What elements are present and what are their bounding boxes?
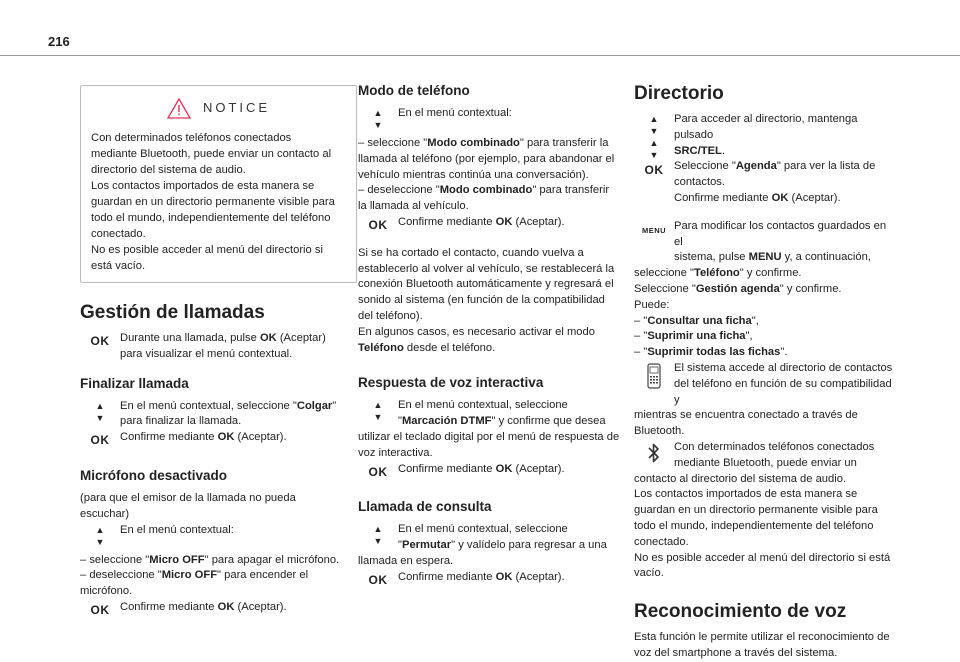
heading-directorio: Directorio xyxy=(634,83,724,104)
directorio-steps xyxy=(634,112,896,207)
text-line: voz del smartphone a través del sistema. xyxy=(634,646,838,659)
text-line: Seleccione "Agenda" para ver la lista de xyxy=(674,160,876,173)
text-line: Teléfono desde el teléfono. xyxy=(358,341,496,354)
text-line: utilizar el teclado digital por el menú de respuesta de xyxy=(358,430,620,443)
text-line: Confirme mediante OK (Aceptar). xyxy=(398,215,565,228)
text-line: En el menú contextual, seleccione xyxy=(398,523,568,536)
text-line: escuchar) xyxy=(80,507,130,520)
text-line: sistema, pulse MENU y, a continuación, xyxy=(674,251,871,264)
notice-title: NOTICE xyxy=(202,100,271,116)
text-line: conectado. xyxy=(634,535,689,548)
ok-button-icon: OK xyxy=(644,163,664,177)
list-item: – "Suprimir todas las fichas". xyxy=(634,346,788,359)
arrow-down-icon: ▼ xyxy=(95,412,105,423)
list-item: – "Consultar una ficha", xyxy=(634,314,759,327)
text-line: Confirme mediante OK (Aceptar). xyxy=(398,570,565,583)
text-line: voz interactiva. xyxy=(358,446,433,459)
heading-respuesta-voz: Respuesta de voz interactiva xyxy=(358,375,544,391)
warning-icon xyxy=(167,98,191,119)
text-line: contacto al directorio del sistema de audio. xyxy=(634,472,847,485)
notice-line: Los contactos importados de esta manera se xyxy=(91,180,315,192)
text-line: mediante Bluetooth, puede enviar un xyxy=(674,456,857,469)
text-line: para finalizar la llamada. xyxy=(120,415,242,428)
text-line: vacío. xyxy=(634,567,664,580)
notice-line: mediante Bluetooth, puede enviar un contacto al xyxy=(91,148,332,160)
text-line: No es posible acceder al menú del directorio si está xyxy=(634,551,891,564)
text-line: Para acceder al directorio, mantenga pulsado xyxy=(674,113,858,141)
text-line: Puede: xyxy=(634,298,670,311)
text-line: establecerlo al volver al vehículo, se restablecerá la xyxy=(358,262,615,275)
column-3 xyxy=(634,82,896,662)
arrow-down-icon: ▼ xyxy=(649,150,659,160)
text-line: Confirme mediante OK (Aceptar). xyxy=(120,431,287,444)
text-line: En el menú contextual: xyxy=(398,107,512,119)
ok-button-icon: OK xyxy=(368,464,388,479)
consulta-step xyxy=(358,522,620,554)
notice-line: conectado. xyxy=(91,228,146,240)
text-line: mientras se encuentra conectado a través de xyxy=(634,409,858,422)
notice-header xyxy=(91,92,346,124)
page-number: 216 xyxy=(48,34,70,49)
text-line: guardan en un directorio permanente visible para xyxy=(634,504,878,517)
modo-step xyxy=(358,106,620,130)
arrow-up-icon: ▲ xyxy=(649,114,659,124)
text-line: SRC/TEL. xyxy=(674,144,725,157)
text-line: Con determinados teléfonos conectados xyxy=(674,440,875,453)
ok-button-icon: OK xyxy=(368,217,388,232)
finalizar-step xyxy=(80,399,357,431)
arrow-up-icon: ▲ xyxy=(95,400,105,411)
header-rule xyxy=(0,55,960,56)
arrow-up-icon: ▲ xyxy=(373,108,383,118)
text-line: Si se ha cortado el contacto, cuando vuelva a xyxy=(358,246,584,259)
heading-llamada-consulta: Llamada de consulta xyxy=(358,499,492,515)
notice-line: No es posible acceder al menú del directorio si xyxy=(91,244,323,256)
text-line: (para que el emisor de la llamada no pueda xyxy=(80,491,296,504)
list-item: – deseleccione "Modo combinado" para transferir xyxy=(358,184,610,197)
column-2 xyxy=(358,82,620,589)
arrow-up-icon: ▲ xyxy=(373,524,383,535)
text-line: del teléfono en función de su compatibilidad y xyxy=(674,377,892,406)
list-item: vehículo mientras continúa una conversación). xyxy=(358,168,589,181)
arrow-down-icon: ▼ xyxy=(373,120,383,130)
ok-button-icon: OK xyxy=(90,433,110,448)
phone-note xyxy=(634,361,896,408)
column-1 xyxy=(80,82,357,619)
text-line: Los contactos importados de esta manera se xyxy=(634,488,858,501)
arrow-down-icon: ▼ xyxy=(649,126,659,136)
list-item: – seleccione "Micro OFF" para apagar el micrófono. xyxy=(80,553,340,566)
text-line: Durante una llamada, pulse OK (Aceptar) xyxy=(120,332,326,344)
text-line: Confirme mediante OK (Aceptar). xyxy=(398,462,565,475)
arrow-down-icon: ▼ xyxy=(373,412,383,423)
arrow-down-icon: ▼ xyxy=(95,536,105,547)
phone-icon xyxy=(647,363,661,389)
respuesta-confirm xyxy=(358,462,620,481)
text-line: En el menú contextual, seleccione xyxy=(398,399,568,412)
list-item: la llamada al vehículo. xyxy=(358,200,469,213)
notice-line: todo el mundo, independientemente del teléfono xyxy=(91,212,331,224)
list-item: micrófono. xyxy=(80,585,133,598)
arrow-up-icon: ▲ xyxy=(373,400,383,411)
text-line: En el menú contextual, seleccione "Colgar" xyxy=(120,399,337,412)
text-line: para visualizar el menú contextual. xyxy=(120,347,293,360)
bluetooth-icon xyxy=(647,442,661,464)
notice-line: guardan en un directorio permanente visible para xyxy=(91,196,335,208)
arrow-up-icon: ▲ xyxy=(95,524,105,535)
text-line: Confirme mediante OK (Aceptar). xyxy=(120,600,287,613)
menu-step xyxy=(634,219,896,266)
text-line: llamada en espera. xyxy=(358,554,454,567)
arrow-down-icon: ▼ xyxy=(373,536,383,547)
respuesta-step xyxy=(358,398,620,430)
gestion-step xyxy=(80,331,357,363)
notice-line: directorio del sistema de audio. xyxy=(91,164,246,176)
ok-button-icon: OK xyxy=(368,572,388,587)
list-item: llamada al teléfono (por ejemplo, para abandonar el xyxy=(358,152,615,165)
notice-line: está vacío. xyxy=(91,260,146,272)
menu-button-icon: MENU xyxy=(641,225,667,235)
heading-microfono-desactivado: Micrófono desactivado xyxy=(80,467,228,483)
text-line: seleccione "Teléfono" y confirme. xyxy=(634,267,802,280)
modo-confirm xyxy=(358,215,620,234)
notice-box xyxy=(80,85,357,283)
text-line: Esta función le permite utilizar el reconocimiento de xyxy=(634,631,890,644)
text-line: Bluetooth. xyxy=(634,425,685,438)
finalizar-confirm xyxy=(80,430,357,449)
text-line: del teléfono). xyxy=(358,309,423,322)
consulta-confirm xyxy=(358,570,620,589)
arrow-up-icon: ▲ xyxy=(649,138,659,148)
text-line: sonido al sistema (en función de la compatibilidad xyxy=(358,294,605,307)
heading-reconocimiento-voz: Reconocimiento de voz xyxy=(634,601,847,623)
heading-finalizar-llamada: Finalizar llamada xyxy=(80,375,189,391)
list-item: – "Suprimir una ficha", xyxy=(634,330,753,343)
text-line: Para modificar los contactos guardados en el xyxy=(674,219,887,248)
list-item: – deseleccione "Micro OFF" para encender el xyxy=(80,569,309,582)
text-line: En el menú contextual: xyxy=(120,523,234,536)
text-line: "Permutar" y valídelo para regresar a una xyxy=(398,539,607,552)
notice-body xyxy=(91,130,346,274)
list-item: – seleccione "Modo combinado" para transferir la xyxy=(358,137,609,149)
text-line: Confirme mediante OK (Aceptar). xyxy=(674,191,841,204)
micro-confirm xyxy=(80,600,357,619)
text-line: El sistema accede al directorio de contactos xyxy=(674,361,893,374)
text-line: Seleccione "Gestión agenda" y confirme. xyxy=(634,282,842,295)
bluetooth-note xyxy=(634,440,896,472)
text-line: "Marcación DTMF" y confirme que desea xyxy=(398,415,606,428)
notice-line: Con determinados teléfonos conectados xyxy=(91,132,292,144)
ok-button-icon: OK xyxy=(90,602,110,617)
micro-step xyxy=(80,523,357,547)
text-line: En algunos casos, es necesario activar el modo xyxy=(358,325,595,338)
text-line: contactos. xyxy=(674,176,725,189)
heading-gestion-llamadas: Gestión de llamadas xyxy=(80,302,265,323)
text-line: conexión Bluetooth automáticamente y regresará el xyxy=(358,278,614,291)
heading-modo-telefono: Modo de teléfono xyxy=(358,83,470,98)
ok-button-icon: OK xyxy=(90,334,110,348)
text-line: todo el mundo, independientemente del teléfono xyxy=(634,519,874,532)
